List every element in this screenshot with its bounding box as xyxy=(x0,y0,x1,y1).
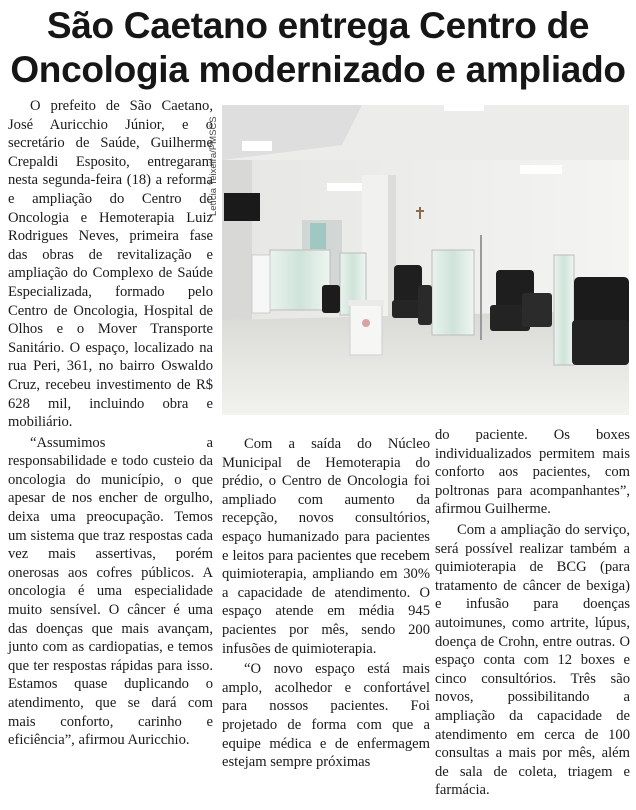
paragraph-new-services: Com a ampliação do serviço, será possível realizar também a quimioterapia de BCG (para tratamento de câncer de bexiga) e infusão para doenças autoimunes, como artrite, lúpus, doença de Crohn, entre outras. O espaço conta com 12 boxes e cinco consultórios. Três são novos, possibilitando a ampliação da capacidade de atendimento em cerca de 100 consultas a mais por mês, além de sala de coleta, triagem e farmácia. xyxy=(435,521,630,799)
paragraph-expansion: Com a saída do Núcleo Municipal de Hemoterapia do prédio, o Centro de Oncologia foi ampliado com aumento da recepção, novos consultórios, espaço humanizado para pacientes e leitos para pacientes que recebem quimioterapia, ampliando em 30% a capacidade de atendimento. O espaço atende em média 945 pacientes por mês, sendo 200 infusões de quimioterapia. xyxy=(222,436,430,657)
paragraph-quote-guilherme: “O novo espaço está mais amplo, acolhedor e confortável para nossos pacientes. Foi projetado de forma com que a equipe médica e de enfermagem estejam sempre próximas xyxy=(222,661,430,771)
clinic-photo xyxy=(222,105,629,415)
paragraph-quote-auricchio: “Assumimos a responsabilidade e todo custeio da oncologia do município, o que apesar de nos encher de orgulho, deixa uma preocupação. Temos um sistema que traz respostas cada vez mais assertivas, porém onerosas aos cofres públicos. A oncologia é uma especialidade muito sensível. O câncer é uma das doenças que mais avançam, junto com as cardiopatias, e temos que ter respostas rápidas para isso. Estamos quase duplicando o atendimento, que se dará com mais conforto, carinho e eficiência”, afirmou Auricchio. xyxy=(8,434,213,749)
article-column-3 xyxy=(435,426,630,800)
article-headline xyxy=(0,4,636,92)
headline-line-2: Oncologia modernizado e ampliado xyxy=(10,49,626,90)
headline-line-1: São Caetano entrega Centro de xyxy=(46,5,590,46)
paragraph-quote-continued: do paciente. Os boxes individualizados permitem mais conforto aos pacientes, com poltronas para acompanhantes”, afirmou Guilherme. xyxy=(435,427,630,518)
article-column-2 xyxy=(222,435,430,772)
paragraph-intro: O prefeito de São Caetano, José Auricchio Júnior, e o secretário de Saúde, Guilherme Crepaldi Esposito, entregaram nesta segunda-feira (18) a reforma e ampliação do Centro de Oncologia e Hemoterapia Luiz Rodrigues Neves, primeira fase das obras de revitalização e ampliação do Complexo de Saúde Especializada, formado pelo Centro de Oncologia, Hospital de Olhos e o Mover Transporte Sanitário. O espaço, localizado na rua Peri, 361, no bairro Oswaldo Cruz, recebeu investimento de R$ 628 mil, incluindo obra e mobiliário. xyxy=(8,98,213,431)
photo-credit: Letícia Teixeira/PMSCS xyxy=(208,116,219,216)
article-column-1 xyxy=(8,97,213,750)
